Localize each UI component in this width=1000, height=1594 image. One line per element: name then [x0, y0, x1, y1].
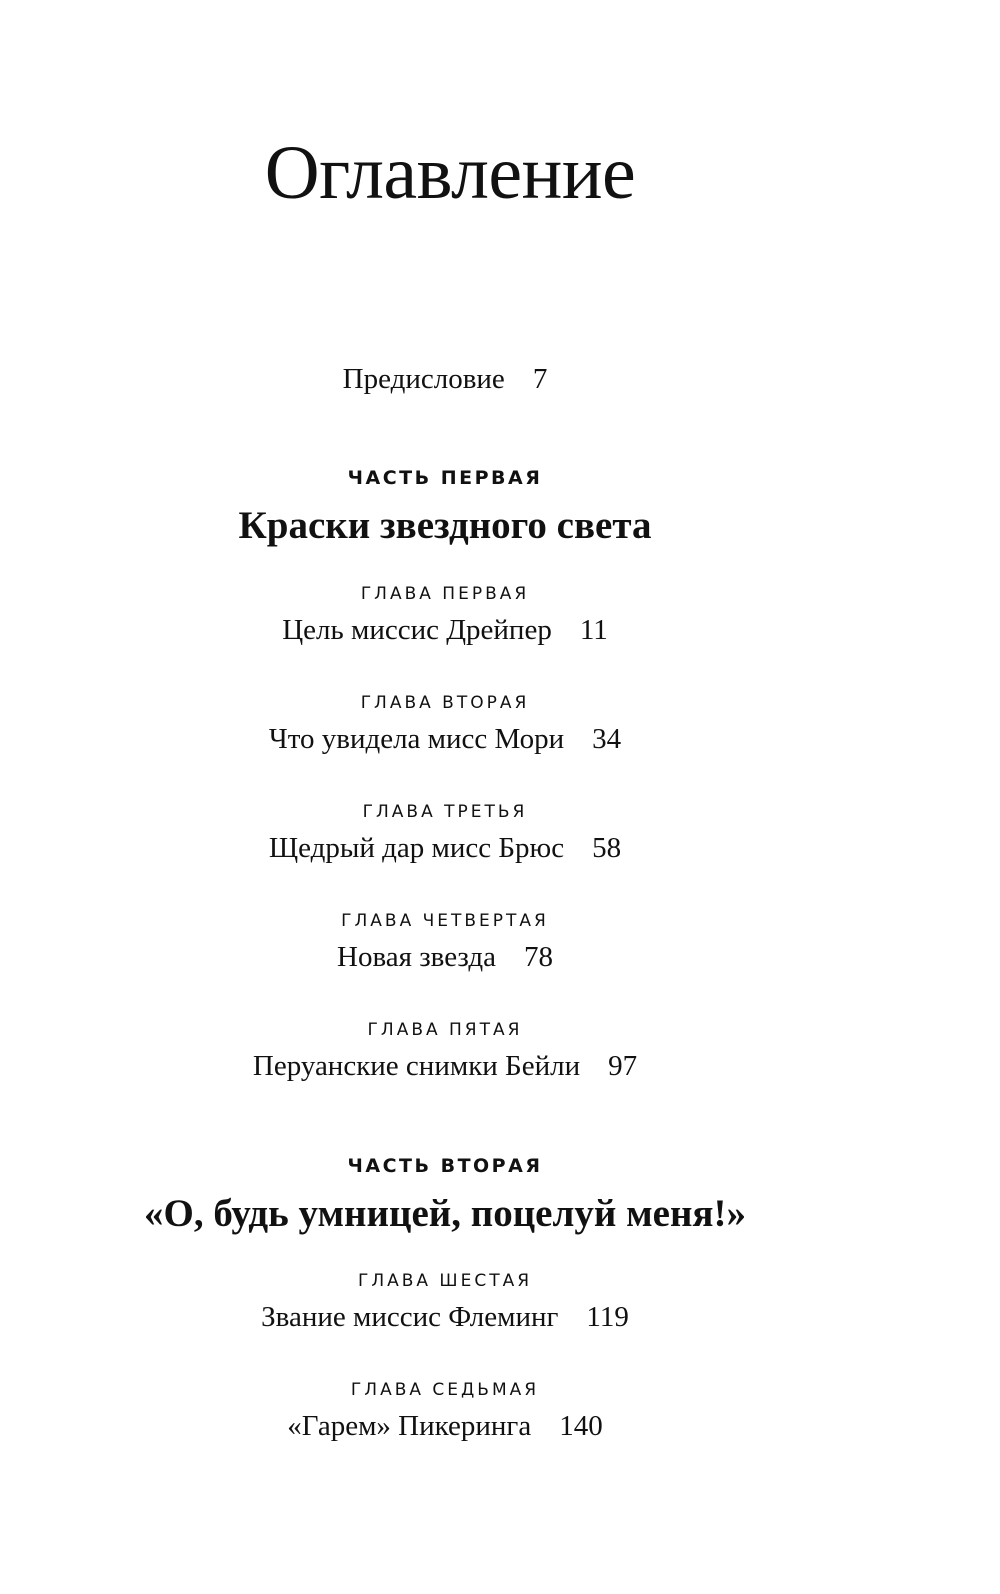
- entry-title: «Гарем» Пикеринга: [287, 1410, 532, 1442]
- chapter-label: ГЛАВА ПЯТАЯ: [367, 1020, 523, 1040]
- entry-title: Цель миссис Дрейпер: [282, 614, 552, 646]
- chapter-label: ГЛАВА ШЕСТАЯ: [357, 1271, 533, 1291]
- toc-entry-chapter-7[interactable]: [0, 1408, 890, 1444]
- entry-page-number: 11: [579, 614, 608, 646]
- toc-entry-chapter-1[interactable]: [0, 612, 890, 648]
- entry-title: Что увидела мисс Мори: [268, 723, 565, 755]
- toc-entry-chapter-6[interactable]: [0, 1299, 890, 1335]
- entry-title: Новая звезда: [337, 941, 496, 973]
- entry-page-number: 119: [586, 1301, 629, 1333]
- chapter-label: ГЛАВА ПЕРВАЯ: [360, 584, 530, 604]
- entry-title: Предисловие: [342, 363, 505, 395]
- entry-page-number: 78: [523, 941, 553, 973]
- entry-page-number: 7: [532, 363, 548, 395]
- entry-page-number: 34: [592, 723, 622, 755]
- chapter-label: ГЛАВА ВТОРАЯ: [360, 693, 530, 713]
- chapter-label: ГЛАВА ТРЕТЬЯ: [362, 802, 528, 822]
- entry-page-number: 97: [608, 1050, 638, 1082]
- part-title[interactable]: «О, будь умницей, поцелуй меня!»: [143, 1192, 747, 1235]
- toc-entry-chapter-2[interactable]: [0, 721, 890, 757]
- entry-page-number: 58: [592, 832, 622, 864]
- page-title: Оглавление: [264, 131, 636, 215]
- entry-title: Перуанские снимки Бейли: [252, 1050, 581, 1082]
- entry-page-number: 140: [559, 1410, 603, 1442]
- entry-title: Щедрый дар мисс Брюс: [268, 832, 565, 864]
- toc-entry-chapter-5[interactable]: [0, 1048, 890, 1084]
- chapter-label: ГЛАВА ЧЕТВЕРТАЯ: [341, 911, 549, 931]
- entry-title: Звание миссис Флеминг: [261, 1301, 559, 1333]
- part-title[interactable]: Краски звездного света: [238, 504, 652, 547]
- toc-entry-chapter-3[interactable]: [0, 830, 890, 866]
- toc-entry-preface[interactable]: [0, 361, 890, 397]
- toc-entry-chapter-4[interactable]: [0, 939, 890, 975]
- part-label: ЧАСТЬ ПЕРВАЯ: [347, 467, 543, 489]
- part-label: ЧАСТЬ ВТОРАЯ: [347, 1155, 543, 1177]
- chapter-label: ГЛАВА СЕДЬМАЯ: [350, 1380, 540, 1400]
